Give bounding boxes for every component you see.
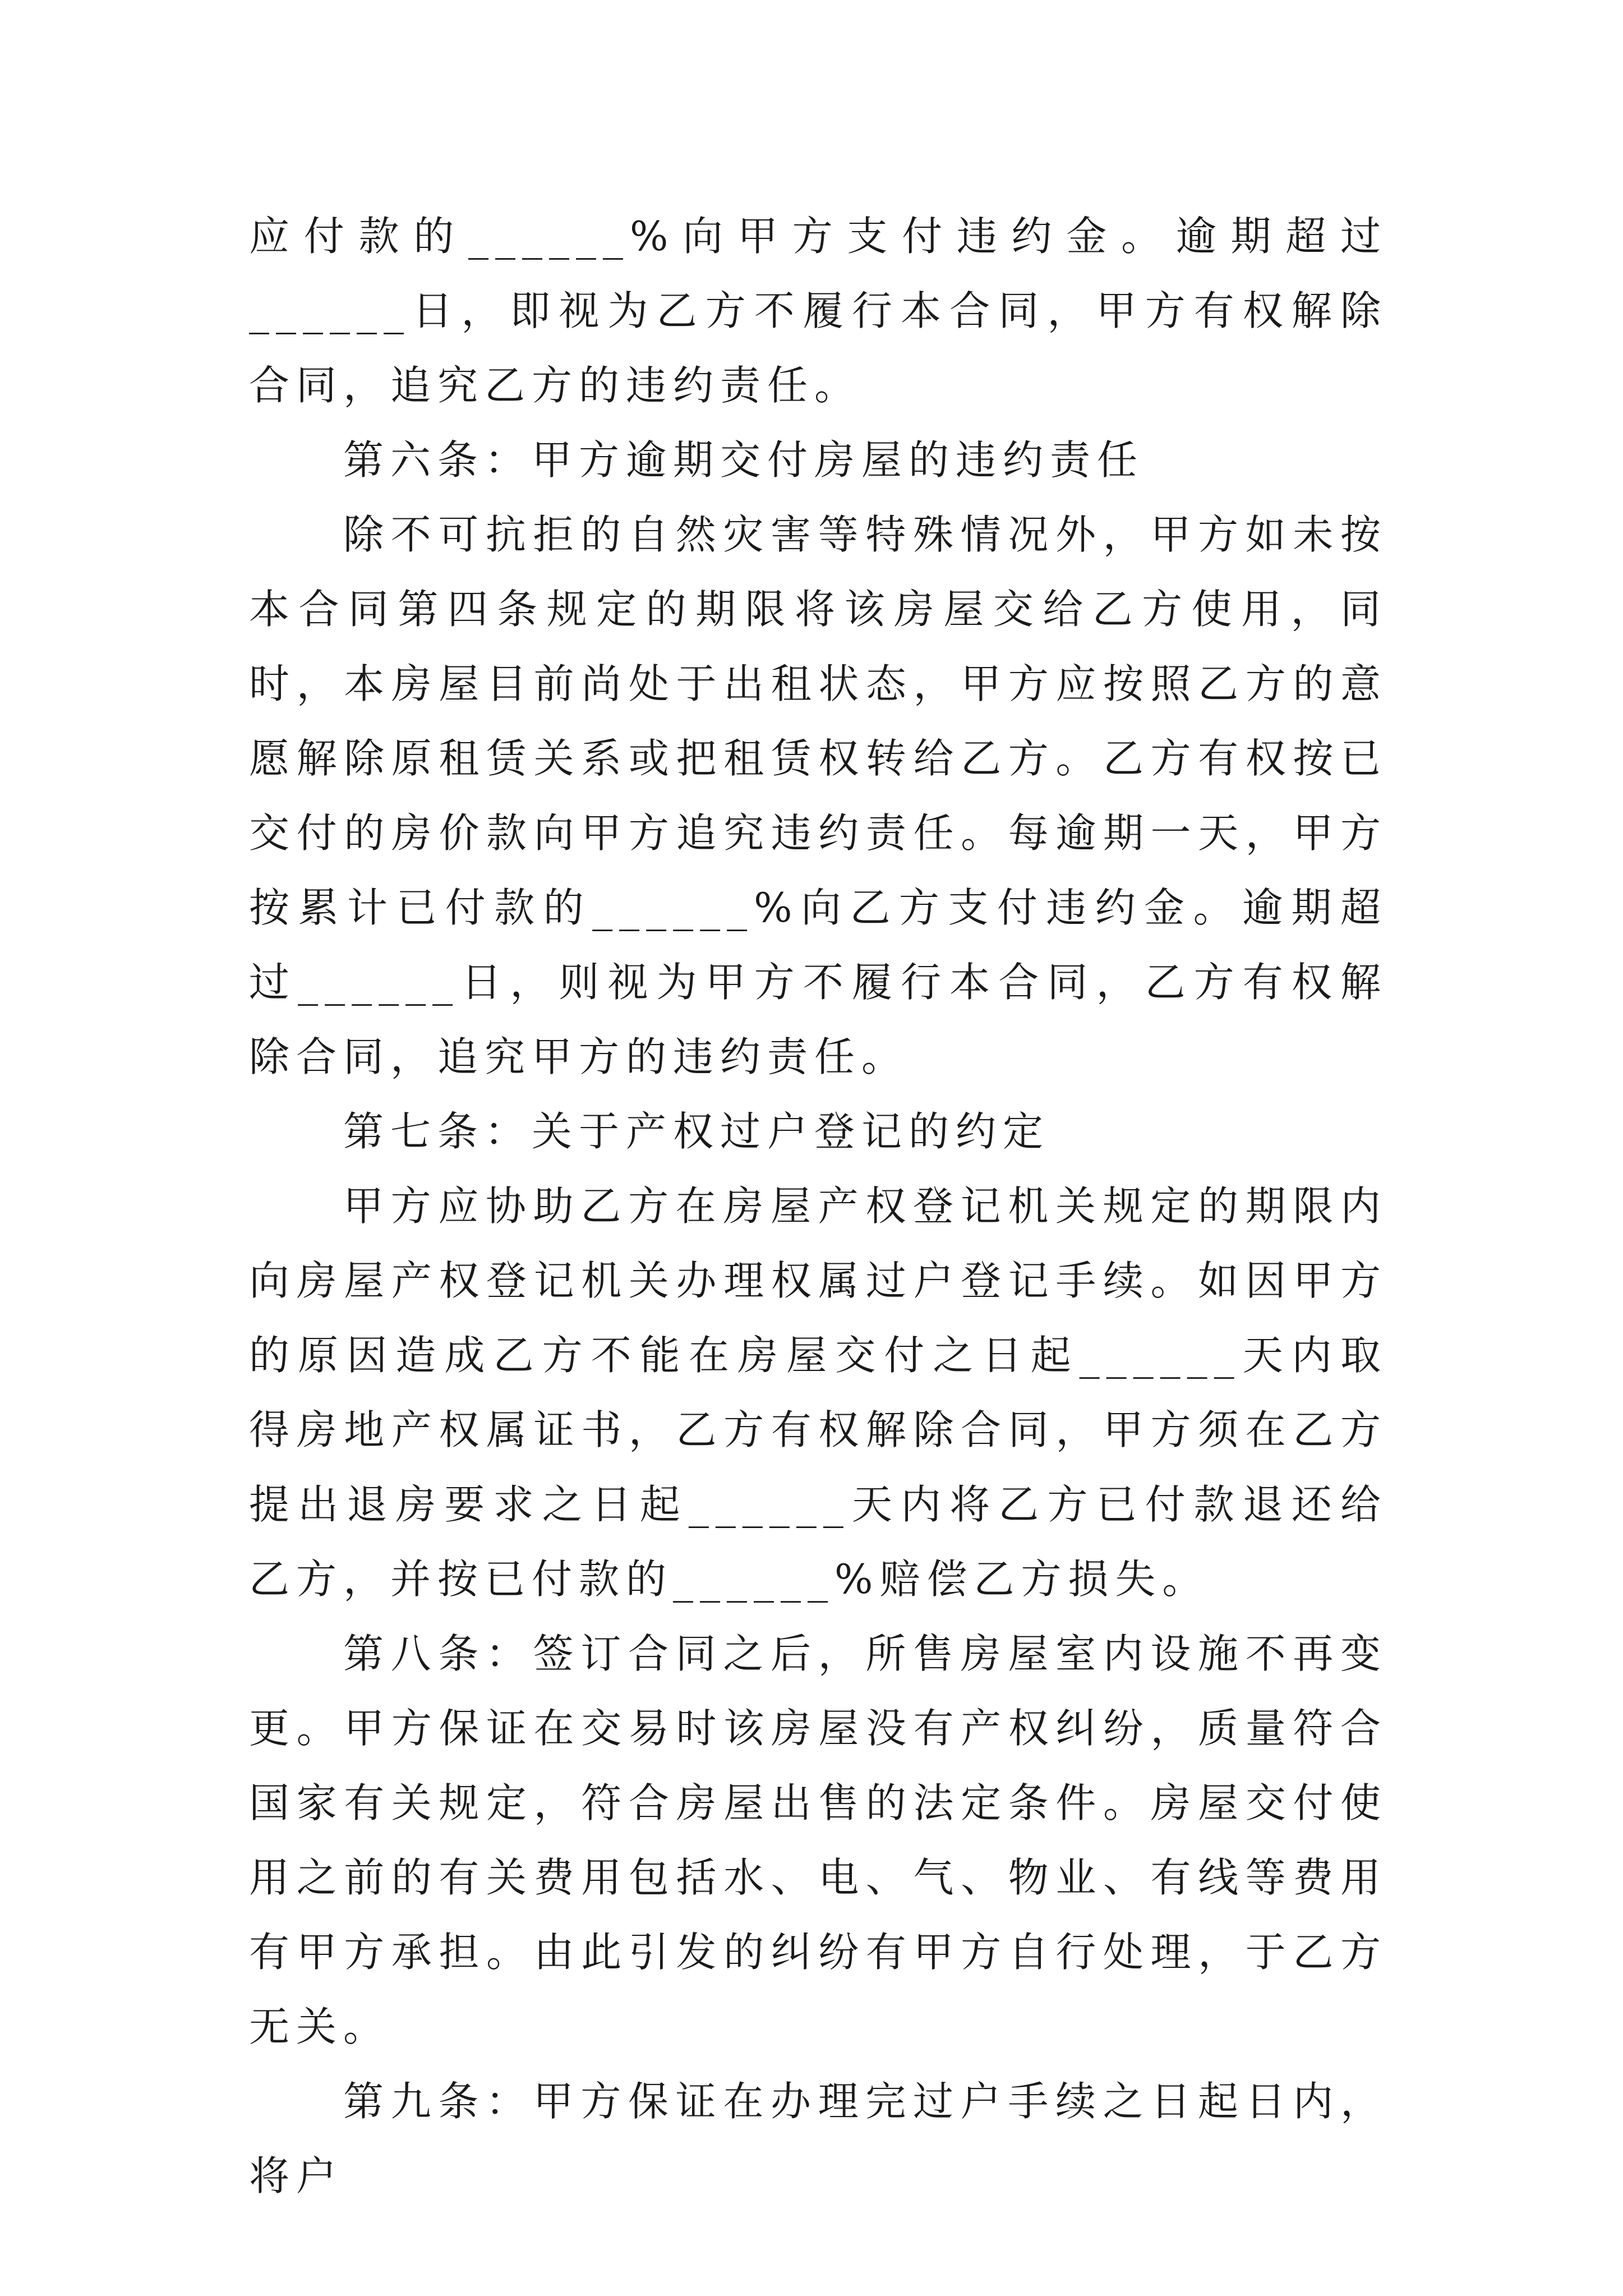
paragraph-breach-continuation: 应付款的______%向甲方支付违约金。逾期超过______日，即视为乙方不履行本合同，甲方有权解除合同，追究乙方的违约责任。 [249, 213, 1387, 409]
contract-body [249, 199, 1387, 2214]
article-6-body: 除不可抗拒的自然灾害等特殊情况外，甲方如未按本合同第四条规定的期限将该房屋交给乙方使用，同时，本房屋目前尚处于出租状态，甲方应按照乙方的意愿解除原租赁关系或把租赁权转给乙方。乙方有权按已交付的房价款向甲方追究违约责任。每逾期一天，甲方按累计已付款的______%向乙方支付违约金。逾期超过______日，则视为甲方不履行本合同，乙方有权解除合同，追究甲方的违约责任。 [249, 511, 1387, 1080]
article-7-body: 甲方应协助乙方在房屋产权登记机关规定的期限内向房屋产权登记机关办理权属过户登记手续。如因甲方的原因造成乙方不能在房屋交付之日起______天内取得房地产权属证书，乙方有权解除合同，甲方须在乙方提出退房要求之日起______天内将乙方已付款退还给乙方，并按已付款的______%赔偿乙方损失。 [249, 1182, 1387, 1603]
article-8-body: 第八条：签订合同之后，所售房屋室内设施不再变更。甲方保证在交易时该房屋没有产权纠纷，质量符合国家有关规定，符合房屋出售的法定条件。房屋交付使用之前的有关费用包括水、电、气、物业、有线等费用有甲方承担。由此引发的纠纷有甲方自行处理，于乙方无关。 [249, 1630, 1387, 2050]
article-9-body: 第九条：甲方保证在办理完过户手续之日起日内，将户 [249, 2078, 1387, 2200]
article-7-heading: 第七条：关于产权过户登记的约定 [343, 1108, 1050, 1155]
article-6-heading: 第六条：甲方逾期交付房屋的违约责任 [343, 436, 1145, 484]
